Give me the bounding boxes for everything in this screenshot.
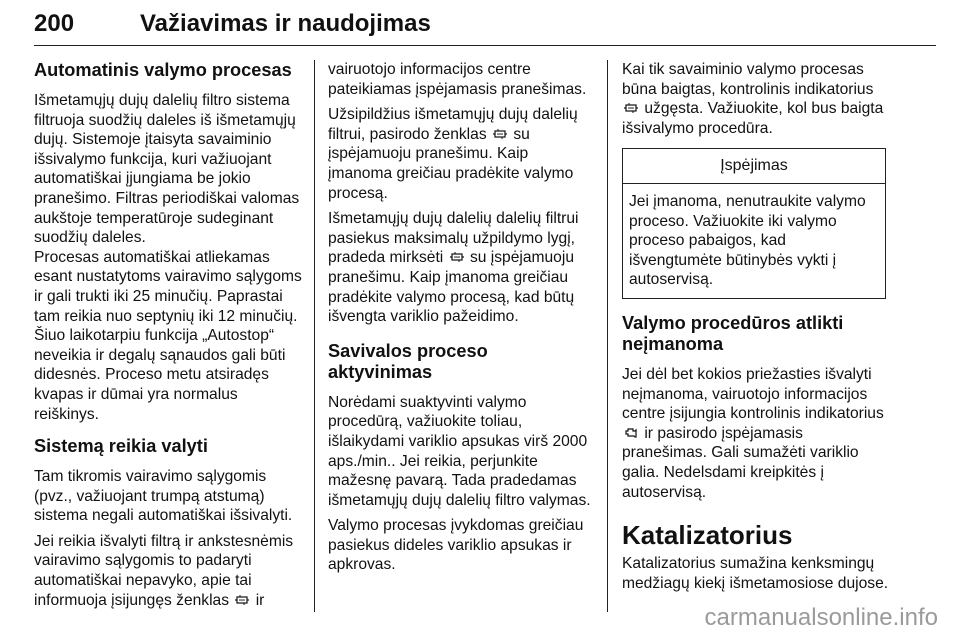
column-middle [328, 60, 594, 581]
text-run: Kai tik savaiminio valymo procesas būna baigtas, kontrolinis indikatorius [622, 61, 874, 98]
text-run: Užsipildžius išmetamųjų dujų dalelių filtrui, pasirodo ženklas [328, 106, 578, 143]
section-heading: Sistemą reikia valyti [34, 436, 208, 457]
paragraph [622, 365, 890, 502]
paragraph [328, 105, 594, 203]
paragraph [622, 60, 890, 138]
section-heading: Savivalos proceso aktyvinimas [328, 340, 488, 382]
text-run: ir [255, 591, 265, 609]
paragraph: Katalizatorius sumažina kenksmingų medžiagų kiekį išmetamosiose dujose. [622, 555, 889, 592]
paragraph [34, 532, 304, 610]
page-header [24, 2, 936, 46]
section-heading: Automatinis valymo procesas [34, 60, 292, 80]
watermark: carmanualsonline.info [704, 604, 938, 631]
warning-box [622, 148, 886, 299]
paragraph [328, 209, 594, 327]
text-run: su įspėjamuoju pranešimu. Kaip įmanoma greičiau pradėkite valymo procesą. [328, 125, 574, 202]
diesel-particle-filter-icon [624, 101, 638, 115]
paragraph: Išmetamųjų dujų dalelių filtro sistema filtruoja suodžių daleles iš išmetamųjų dujų. Sistemoje įtaisyta savaiminio išsivalymo funkcija, kuri važiuojant automatiškai įjungiama be jokio pranešimo. Filtras periodiškai valomas aukštoje temperatūroje sudeginant suodžių daleles. [34, 92, 300, 247]
paragraph: Valymo procesas įvykdomas greičiau pasiekus dideles variklio apsukas ir apkrovas. [328, 517, 584, 574]
section-heading: Valymo procedūros atlikti neįmanoma [622, 312, 844, 354]
diesel-particle-filter-icon [493, 127, 507, 141]
paragraph: Tam tikromis vairavimo sąlygomis (pvz., važiuojant trumpą atstumą) sistema negali automatiškai išsivalyti. [34, 468, 293, 525]
text-run: Jei dėl bet kokios priežasties išvalyti neįmanoma, vairuotojo informacijos centre įsijungia kontrolinis indikatorius [622, 365, 884, 423]
column-divider [607, 60, 608, 612]
chapter-heading: Katalizatorius [622, 520, 793, 551]
diesel-particle-filter-icon [450, 250, 464, 264]
engine-check-icon [624, 426, 638, 440]
page-number: 200 [34, 10, 75, 37]
paragraph: vairuotojo informacijos centre pateikiamas įspėjamasis pranešimas. [328, 61, 587, 98]
diesel-particle-filter-icon [235, 593, 249, 607]
header-divider [34, 45, 936, 46]
text-run: Jei reikia išvalyti filtrą ir ankstesnėmis vairavimo sąlygomis to padaryti automatiškai nepavyko, apie tai informuoja įsijungęs ženklas [34, 532, 294, 609]
warning-title: Įspėjimas [623, 149, 885, 184]
column-right [622, 60, 890, 599]
paragraph: Norėdami suaktyvinti valymo procedūrą, važiuokite toliau, išlaikydami variklio apsukas virš 2000 aps./min.. Jei reikia, perjunkite mažesnę pavarą. Tada pradedamas išmetamųjų dujų dalelių filtro valymas. [328, 393, 591, 509]
text-run: užgęsta. Važiuokite, kol bus baigta išsivalymo procedūra. [622, 100, 884, 137]
text-run: ir pasirodo įspėjamasis pranešimas. Gali sumažėti variklio galia. Nedelsdami kreipkitės į autoservisą. [622, 424, 859, 501]
column-divider [314, 60, 315, 612]
warning-body: Jei įmanoma, nenutraukite valymo proceso. Važiuokite iki valymo proceso pabaigos, kad išvengtumėte būtinybės vykti į autoservisą. [629, 192, 866, 289]
paragraph: Procesas automatiškai atliekamas esant nustatytoms vairavimo sąlygoms ir gali trukti iki 25 minučių. Paprastai tam reikia nuo septynių iki 12 minučių. Šiuo laikotarpiu funkcija „Autostop“ neveikia ir degalų sąnaudos gali būti didesnės. Proceso metu atsiradęs kvapas ir dūmai yra normalus reiškinys. [34, 248, 302, 423]
text-run: su įspėjamuoju pranešimu. Kaip įmanoma greičiau pradėkite valymo procesą, kad būtų išvengta variklio pažeidimo. [328, 249, 575, 326]
column-left [34, 60, 304, 616]
page-title: Važiavimas ir naudojimas [140, 10, 431, 37]
text-run: Išmetamųjų dujų dalelių dalelių filtrui pasiekus maksimalų užpildymo lygį, pradeda mirksėti [328, 210, 579, 267]
